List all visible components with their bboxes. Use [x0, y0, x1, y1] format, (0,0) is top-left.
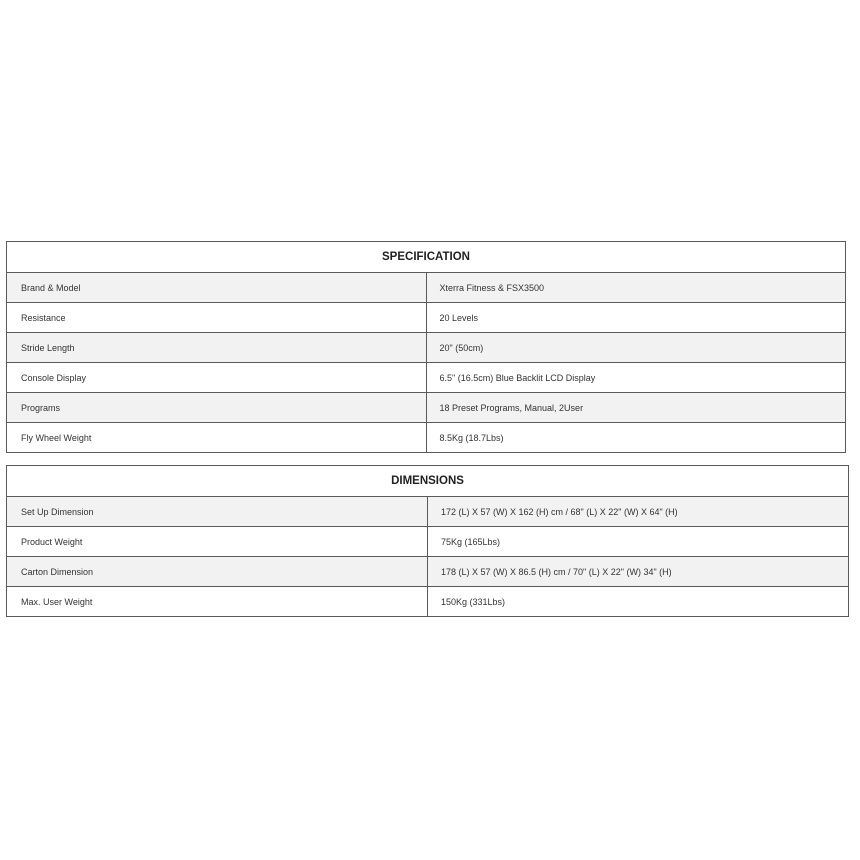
- dimensions-header-row: [7, 466, 849, 497]
- row-label: Product Weight: [7, 527, 428, 557]
- row-label: Brand & Model: [7, 273, 427, 303]
- row-label: Stride Length: [7, 333, 427, 363]
- table-row: [7, 333, 846, 363]
- dimensions-table: [6, 465, 849, 617]
- table-row: [7, 303, 846, 333]
- table-row: [7, 557, 849, 587]
- row-value: 75Kg (165Lbs): [428, 527, 849, 557]
- row-value: 18 Preset Programs, Manual, 2User: [426, 393, 846, 423]
- row-value: 150Kg (331Lbs): [428, 587, 849, 617]
- table-row: [7, 527, 849, 557]
- table-row: [7, 363, 846, 393]
- row-value: Xterra Fitness & FSX3500: [426, 273, 846, 303]
- table-row: [7, 423, 846, 453]
- table-row: [7, 587, 849, 617]
- table-row: [7, 497, 849, 527]
- row-label: Set Up Dimension: [7, 497, 428, 527]
- row-label: Carton Dimension: [7, 557, 428, 587]
- row-label: Console Display: [7, 363, 427, 393]
- dimensions-title: DIMENSIONS: [7, 466, 849, 497]
- specification-title: SPECIFICATION: [7, 242, 846, 273]
- row-value: 20 Levels: [426, 303, 846, 333]
- row-label: Max. User Weight: [7, 587, 428, 617]
- row-label: Fly Wheel Weight: [7, 423, 427, 453]
- row-value: 6.5" (16.5cm) Blue Backlit LCD Display: [426, 363, 846, 393]
- row-label: Resistance: [7, 303, 427, 333]
- row-value: 20" (50cm): [426, 333, 846, 363]
- row-value: 172 (L) X 57 (W) X 162 (H) cm / 68" (L) X 22" (W) X 64" (H): [428, 497, 849, 527]
- table-row: [7, 273, 846, 303]
- specification-table: [6, 241, 846, 453]
- row-value: 8.5Kg (18.7Lbs): [426, 423, 846, 453]
- table-row: [7, 393, 846, 423]
- specification-header-row: [7, 242, 846, 273]
- row-value: 178 (L) X 57 (W) X 86.5 (H) cm / 70" (L) X 22" (W) 34" (H): [428, 557, 849, 587]
- row-label: Programs: [7, 393, 427, 423]
